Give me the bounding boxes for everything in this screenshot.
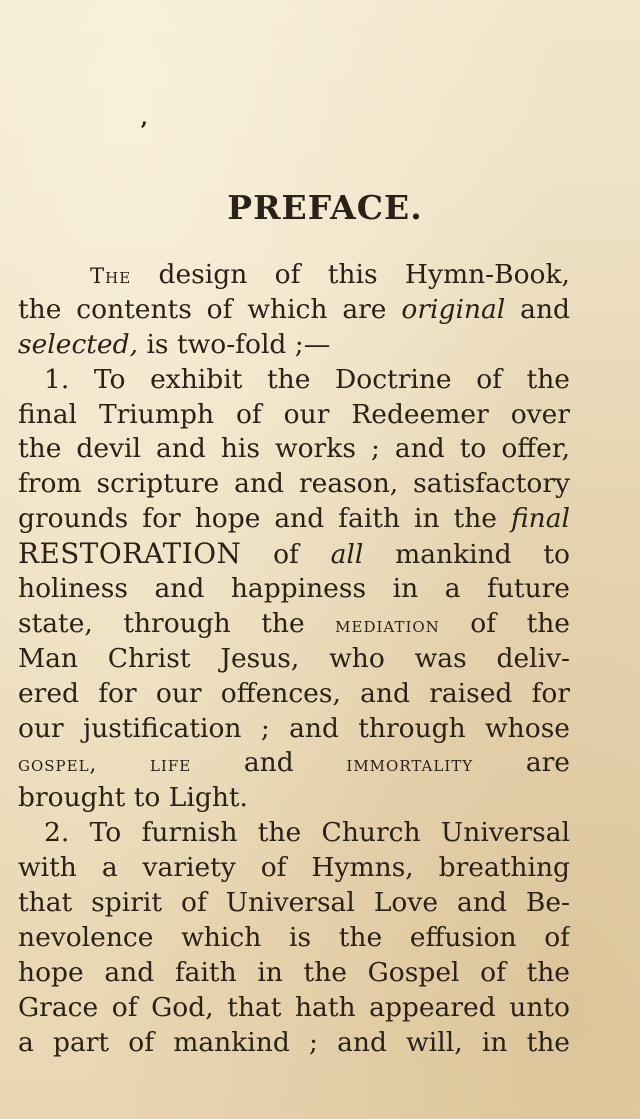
text-run: selected,: [18, 328, 139, 360]
text-run: a part of mankind ; and will, in the: [18, 1026, 570, 1058]
text-run: from scripture and reason, satisfactory: [18, 468, 570, 500]
text-line: [18, 572, 570, 607]
text-run: gospel,: [18, 751, 98, 777]
text-run: design of this Hymn-Book,: [131, 259, 570, 290]
text-run: original: [401, 293, 506, 325]
text-run: final: [510, 503, 570, 535]
text-run: 2. To furnish the Church Universal: [44, 817, 570, 849]
text-run: life: [149, 751, 192, 777]
text-line: [18, 921, 570, 956]
text-line: [18, 432, 570, 467]
text-run: is two-fold ;—: [138, 328, 331, 360]
text-run: [97, 747, 150, 778]
text-run: state, through the: [18, 607, 336, 639]
text-run: are: [473, 747, 570, 779]
printer-mark: ’: [140, 118, 148, 144]
text-line: [18, 502, 570, 537]
text-line: [18, 467, 570, 502]
text-run: hope and faith in the Gospel of the: [18, 956, 570, 988]
text-line: [18, 886, 570, 921]
text-run: nevolence which is the effusion of: [18, 921, 570, 953]
text-run: and: [191, 747, 347, 779]
page-title: PREFACE.: [227, 188, 423, 227]
text-run: Man Christ Jesus, who was deliv-: [18, 642, 570, 674]
text-line: [18, 363, 570, 398]
text-run: The: [90, 263, 132, 288]
text-run: all: [330, 539, 364, 571]
text-line: [18, 677, 570, 712]
text-run: 1. To exhibit the Doctrine of the: [44, 363, 570, 395]
text-run: of: [241, 539, 331, 571]
preface-body: [18, 258, 570, 1060]
text-line: [18, 537, 570, 572]
text-line: [18, 991, 570, 1026]
text-run: the contents of which are: [18, 293, 402, 325]
text-line: [18, 851, 570, 886]
text-run: grounds for hope and faith in the: [18, 503, 511, 535]
text-run: Grace of God, that hath appeared unto: [18, 991, 570, 1023]
text-line: [18, 328, 570, 363]
text-line: [18, 816, 570, 851]
text-run: immortality: [346, 751, 474, 777]
text-line: [18, 956, 570, 991]
text-run: with a variety of Hymns, breathing: [18, 852, 570, 884]
text-line: [18, 781, 570, 816]
text-line: [18, 258, 570, 293]
text-run: final Triumph of our Redeemer over: [18, 398, 570, 430]
text-line: [18, 746, 570, 781]
text-run: brought to Light.: [18, 782, 248, 814]
text-run: and: [505, 293, 570, 325]
text-run: RESTORATION: [18, 537, 242, 571]
text-run: mankind to: [363, 539, 570, 571]
text-run: our justification ; and through whose: [18, 712, 570, 744]
text-line: [18, 712, 570, 747]
text-run: ered for our offences, and raised for: [18, 677, 570, 709]
text-run: of the: [439, 607, 570, 639]
text-line: [18, 607, 570, 642]
text-run: the devil and his works ; and to offer,: [18, 433, 570, 465]
text-line: [18, 642, 570, 677]
text-run: that spirit of Universal Love and Be-: [18, 887, 570, 919]
text-run: mediation: [335, 611, 440, 637]
text-line: [18, 293, 570, 328]
text-line: [18, 1026, 570, 1061]
text-line: [18, 398, 570, 433]
text-run: holiness and happiness in a future: [18, 573, 570, 605]
